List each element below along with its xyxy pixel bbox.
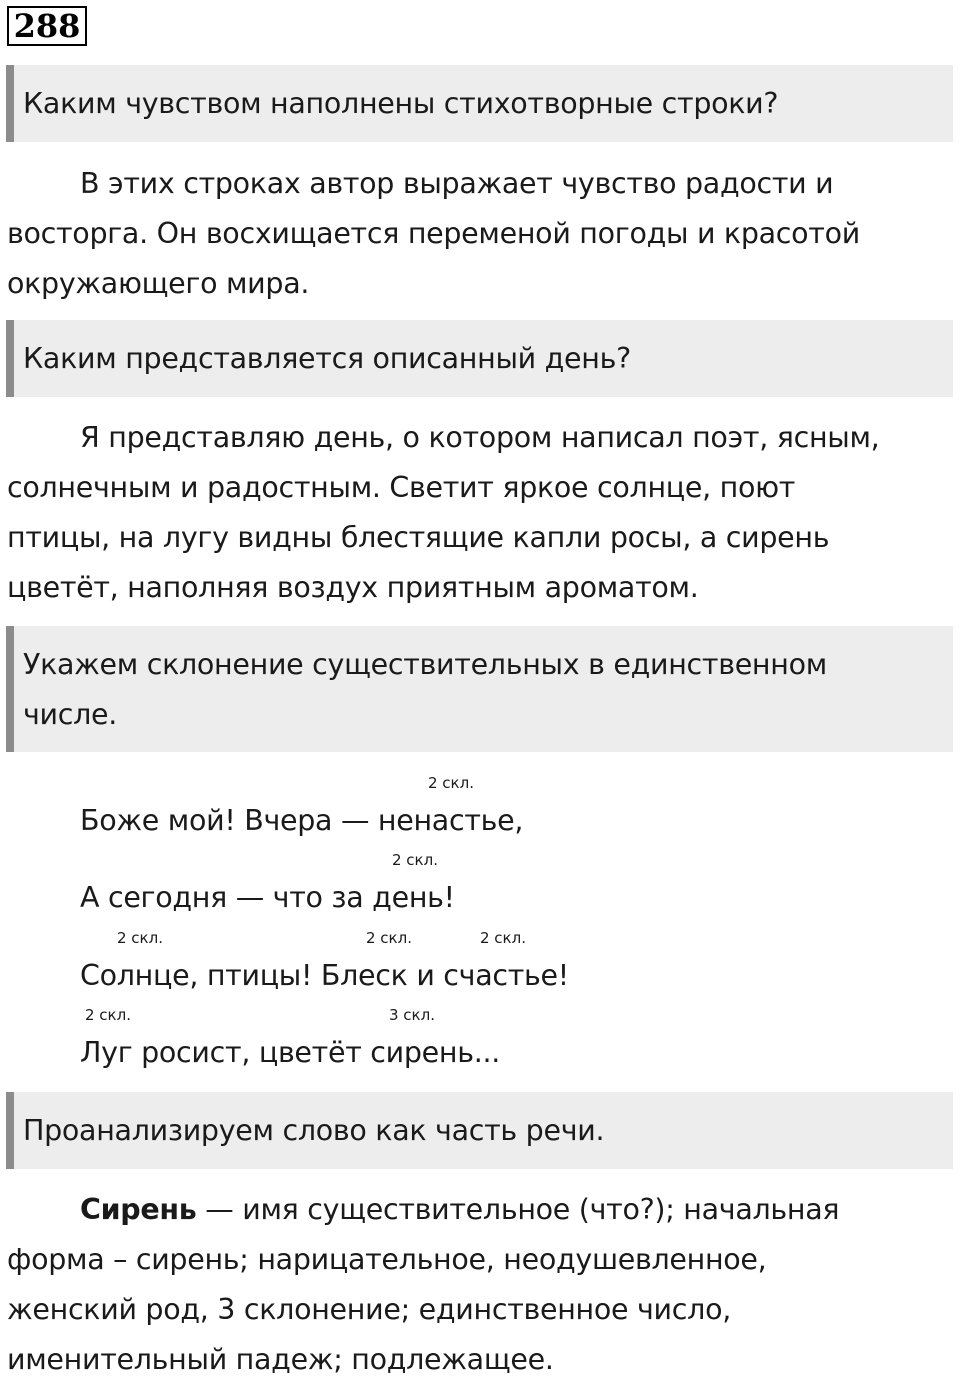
poem-line-2: А сегодня — что за день! xyxy=(80,881,455,914)
poem-line-3: Солнце, птицы! Блеск и счастье! xyxy=(80,959,569,992)
answer-line: птицы, на лугу видны блестящие капли росы, а сирень xyxy=(7,521,830,554)
answer-paragraph-1 xyxy=(7,159,952,309)
declension-label: 2 скл. xyxy=(366,929,412,947)
declension-label: 2 скл. xyxy=(480,929,526,947)
declension-label: 2 скл. xyxy=(117,929,163,947)
question-box-2 xyxy=(6,320,953,397)
question-box-4 xyxy=(6,1092,953,1169)
answer-line: солнечным и радостным. Светит яркое солнце, поют xyxy=(7,471,796,504)
poem-line-4: Луг росист, цветёт сирень... xyxy=(80,1036,500,1069)
answer-line: В этих строках автор выражает чувство радости и xyxy=(80,167,834,200)
answer-line: окружающего мира. xyxy=(7,267,310,300)
question-text: Проанализируем слово как часть речи. xyxy=(23,1114,605,1147)
question-box-3 xyxy=(6,626,953,752)
answer-paragraph-2 xyxy=(7,413,952,613)
answer-line: восторга. Он восхищается переменой погоды и красотой xyxy=(7,217,860,250)
question-box-1 xyxy=(6,65,953,142)
answer-line: женский род, 3 склонение; единственное число, xyxy=(7,1293,731,1326)
analyzed-word: Сирень xyxy=(80,1193,197,1226)
answer-line: именительный падеж; подлежащее. xyxy=(7,1343,554,1376)
declension-label: 2 скл. xyxy=(85,1006,131,1024)
answer-line: Я представляю день, о котором написал поэт, ясным, xyxy=(80,421,880,454)
analysis-text: — имя существительное (что?); начальная xyxy=(196,1193,840,1226)
question-text: Каким представляется описанный день? xyxy=(23,342,631,375)
answer-line: цветёт, наполняя воздух приятным ароматом. xyxy=(7,571,699,604)
poem-line-1: Боже мой! Вчера — ненастье, xyxy=(80,804,524,837)
answer-line: форма – сирень; нарицательное, неодушевленное, xyxy=(7,1243,767,1276)
question-text: числе. xyxy=(23,698,118,731)
declension-label: 3 скл. xyxy=(389,1006,435,1024)
question-text: Каким чувством наполнены стихотворные строки? xyxy=(23,87,779,120)
declension-label: 2 скл. xyxy=(392,851,438,869)
answer-line xyxy=(7,1185,952,1235)
question-text: Укажем склонение существительных в единственном xyxy=(23,648,827,681)
answer-paragraph-4 xyxy=(7,1185,952,1385)
declension-label: 2 скл. xyxy=(428,774,474,792)
exercise-number: 288 xyxy=(7,6,87,46)
